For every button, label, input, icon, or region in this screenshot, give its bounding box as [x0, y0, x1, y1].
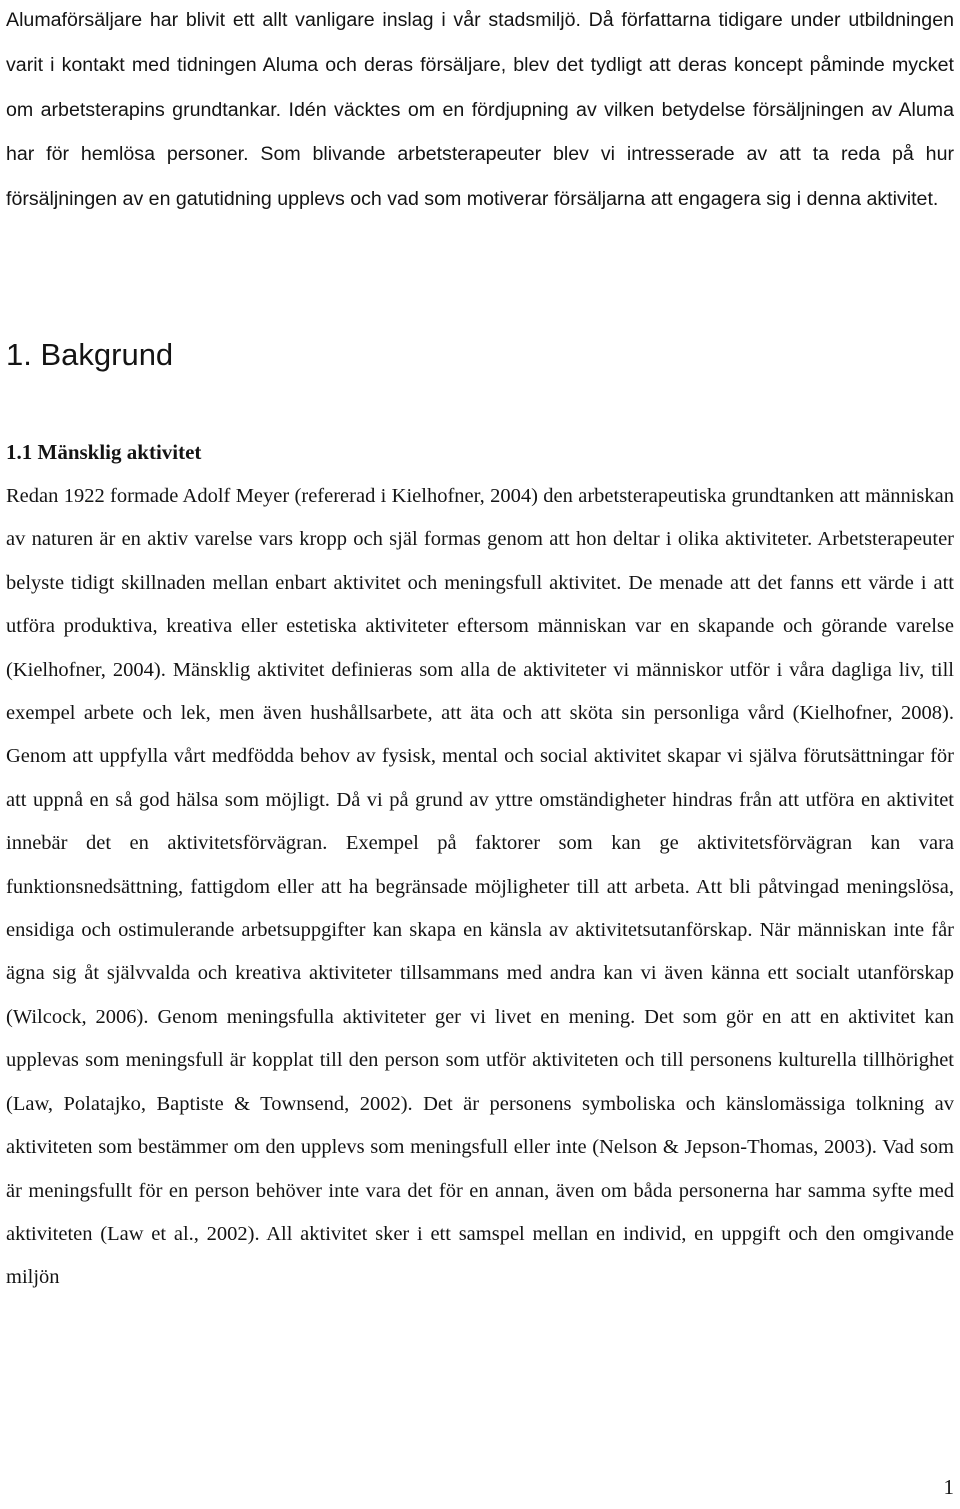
body-paragraph: Redan 1922 formade Adolf Meyer (refererad i Kielhofner, 2004) den arbetsterapeutiska grundtanken att människan av naturen är en aktiv varelse vars kropp och själ formas genom att hon deltar i olika aktiviteter. Arbetsterapeuter belyste tidigt skillnaden mellan enbart aktivitet och meningsfull aktivitet. De menade att det fanns ett värde i att utföra produktiva, kreativa eller estetiska aktiviteter eftersom människan var en skapande och görande varelse (Kielhofner, 2004). Mänsklig aktivitet definieras som alla de aktiviteter vi människor utför i våra dagliga liv, till exempel arbete och lek, men även hushållsarbete, att äta och att sköta sin personliga vård (Kielhofner, 2008). Genom att uppfylla vårt medfödda behov av fysisk, mental och social aktivitet skapar vi själva förutsättningar för att uppnå en så god hälsa som möjligt. Då vi på grund av yttre omständigheter hindras från att utföra en aktivitet innebär det en aktivitetsförvägran. Exempel på faktorer som kan ge aktivitetsförvägran kan vara funktionsnedsättning, fattigdom eller att ha begränsade möjligheter till att arbeta. Att bli påtvingad meningslösa, ensidiga och ostimulerande arbetsuppgifter kan skapa en känsla av aktivitetsutanförskap. När människan inte får ägna sig åt självvalda och kreativa aktiviteter tillsammans med andra kan vi även känna ett socialt utanförskap (Wilcock, 2006). Genom meningsfulla aktiviteter ger vi livet en mening. Det som gör en att en aktivitet kan upplevas som meningsfull är kopplat till den person som utför aktiviteten och till personens kulturella tillhörighet (Law, Polatajko, Baptiste & Townsend, 2002). Det är personens symboliska och känslomässiga tolkning av aktiviteten som bestämmer om den upplevs som meningsfull eller inte (Nelson & Jepson-Thomas, 2003). Vad som är meningsfullt för en person behöver inte vara det för en annan, även om båda personerna har samma syfte med aktiviteten (Law et al., 2002). All aktivitet sker i ett samspel mellan en individ, en uppgift och den omgivande miljön	[6, 485, 954, 1289]
page-number: 1	[943, 1475, 954, 1499]
subsection-heading: 1.1 Mänsklig aktivitet	[6, 440, 202, 464]
section-heading: 1. Bakgrund	[6, 337, 174, 372]
intro-paragraph: Alumaförsäljare har blivit ett allt vanligare inslag i vår stadsmiljö. Då författarna tidigare under utbildningen varit i kontakt med tidningen Aluma och deras försäljare, blev det tydligt att deras koncept påminde mycket om arbetsterapins grundtankar. Idén väcktes om en fördjupning av vilken betydelse försäljningen av Aluma har för hemlösa personer. Som blivande arbetsterapeuter blev vi intresserade av att ta reda på hur försäljningen av en gatutidning upplevs och vad som motiverar försäljarna att engagera sig i denna aktivitet.	[6, 9, 954, 211]
